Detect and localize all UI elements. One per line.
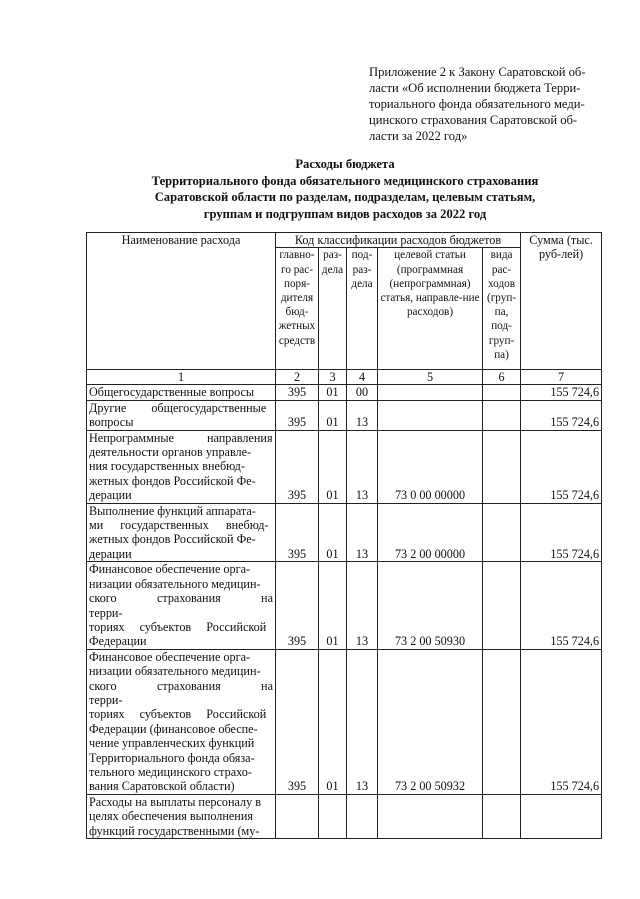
cell-razdel: 01 [319,400,347,430]
header-code-group: Код классификации расходов бюджетов [276,233,521,248]
document-title [120,156,570,222]
cell-razdel [319,794,347,838]
cell-podrazdel: 13 [347,649,378,794]
cell-vid [483,503,521,562]
cell-glavny: 395 [276,503,319,562]
row-name-line: Расходы на выплаты персоналу в [89,794,261,809]
cell-podrazdel: 13 [347,503,378,562]
title-line: Территориального фонда обязательного медицинского страхования [151,173,539,188]
table-row [87,400,602,430]
row-name-line: Федерации (финансовое обеспе- [89,721,258,736]
row-name-line: Территориального фонда обяза- [89,750,255,765]
table-row [87,649,602,794]
row-name-line: Финансовое обеспечение орга- [89,562,251,577]
row-name-line: жетных фондов Российской Фе- [89,532,256,547]
row-name-line: ского страхования на терри- [89,678,273,707]
cell-razdel: 01 [319,562,347,649]
row-name-line: ми государственных внебюд- [89,518,269,533]
row-name-line: тельного медицинского страхо- [89,764,252,779]
row-name-line: Непрограммные направления [89,430,273,445]
row-name [87,562,276,649]
row-name [87,430,276,503]
row-name-line: ториях субъектов Российской [89,707,267,722]
expenditure-table [86,232,602,839]
cell-razdel: 01 [319,649,347,794]
cell-celevaya [378,400,483,430]
cell-glavny: 395 [276,430,319,503]
title-line: Расходы бюджета [295,157,395,171]
row-name-line: чение управленческих функций [89,736,255,751]
cell-vid [483,385,521,400]
row-name-line: ториях субъектов Российской [89,619,267,634]
row-name-line: функций государственными (му- [89,823,260,838]
title-line: Саратовской области по разделам, подразделам, целевым статьям, [154,190,536,204]
row-name-line: Финансовое обеспечение орга- [89,649,251,664]
cell-podrazdel: 13 [347,430,378,503]
row-name-line: жетных фондов Российской Фе- [89,473,256,488]
cell-razdel: 01 [319,503,347,562]
cell-sum: 155 724,6 [521,562,602,649]
row-name [87,503,276,562]
header-sum: Сумма (тыс. руб-лей) [521,233,602,370]
cell-sum: 155 724,6 [521,385,602,400]
cell-vid [483,400,521,430]
appendix-line: ториального фонда обязательного меди- [369,97,585,111]
cell-vid [483,649,521,794]
row-name-line: низации обязательного медицин- [89,664,261,679]
appendix-line: ласти «Об исполнении бюджета Терри- [369,81,581,95]
row-name-line: дерации [89,488,132,503]
header-glavny: главно-го рас-поря-дителя бюд-жетных средств [276,248,319,370]
cell-glavny [276,794,319,838]
cell-glavny: 395 [276,400,319,430]
cell-sum: 155 724,6 [521,503,602,562]
appendix-line: Приложение 2 к Закону Саратовской об- [369,65,586,79]
cell-celevaya: 73 0 00 00000 [378,430,483,503]
column-number: 5 [378,370,483,385]
cell-sum: 155 724,6 [521,430,602,503]
cell-podrazdel: 13 [347,400,378,430]
cell-glavny: 395 [276,562,319,649]
column-number: 7 [521,370,602,385]
header-vid: вида рас-ходов (груп-па, под-груп-па) [483,248,521,370]
cell-vid [483,794,521,838]
row-name-line: целях обеспечения выполнения [89,809,253,824]
row-name-line: вопросы [89,415,134,430]
column-number: 2 [276,370,319,385]
cell-podrazdel: 00 [347,385,378,400]
cell-razdel: 01 [319,430,347,503]
table-row [87,562,602,649]
cell-glavny: 395 [276,385,319,400]
row-name-line: Общегосударственные вопросы [89,385,255,400]
header-razdel: раз-дела [319,248,347,370]
cell-podrazdel: 13 [347,562,378,649]
appendix-note [369,64,601,144]
cell-celevaya: 73 2 00 50932 [378,649,483,794]
table-row [87,794,602,838]
cell-podrazdel [347,794,378,838]
header-podrazdel: под-раз-дела [347,248,378,370]
cell-vid [483,562,521,649]
row-name [87,794,276,838]
column-number-row [87,370,602,385]
row-name-line: низации обязательного медицин- [89,576,261,591]
column-number: 1 [87,370,276,385]
table-row [87,430,602,503]
row-name-line: дерации [89,546,132,561]
row-name-line: Федерации [89,634,147,649]
row-name [87,400,276,430]
cell-celevaya: 73 2 00 00000 [378,503,483,562]
row-name [87,385,276,400]
row-name-line: ния государственных внебюд- [89,459,245,474]
cell-celevaya: 73 2 00 50930 [378,562,483,649]
appendix-line: ласти за 2022 год» [369,129,468,143]
row-name-line: вания Саратовской области) [89,779,235,794]
table-row [87,503,602,562]
row-name-line: ского страхования на терри- [89,591,273,620]
column-number: 6 [483,370,521,385]
cell-celevaya [378,385,483,400]
row-name-line: Выполнение функций аппарата- [89,503,256,518]
column-number: 3 [319,370,347,385]
cell-sum: 155 724,6 [521,649,602,794]
table-row [87,385,602,400]
header-celevaya: целевой статьи (программная (непрограммная) статья, направле-ние расходов) [378,248,483,370]
appendix-line: цинского страхования Саратовской об- [369,113,578,127]
cell-vid [483,430,521,503]
column-number: 4 [347,370,378,385]
row-name-line: Другие общегосударственные [89,400,267,415]
cell-celevaya [378,794,483,838]
row-name-line: деятельности органов управле- [89,445,252,460]
header-name: Наименование расхода [87,233,276,370]
cell-razdel: 01 [319,385,347,400]
title-line: группам и подгруппам видов расходов за 2022 год [203,206,487,221]
cell-sum: 155 724,6 [521,400,602,430]
cell-sum [521,794,602,838]
row-name [87,649,276,794]
cell-glavny: 395 [276,649,319,794]
